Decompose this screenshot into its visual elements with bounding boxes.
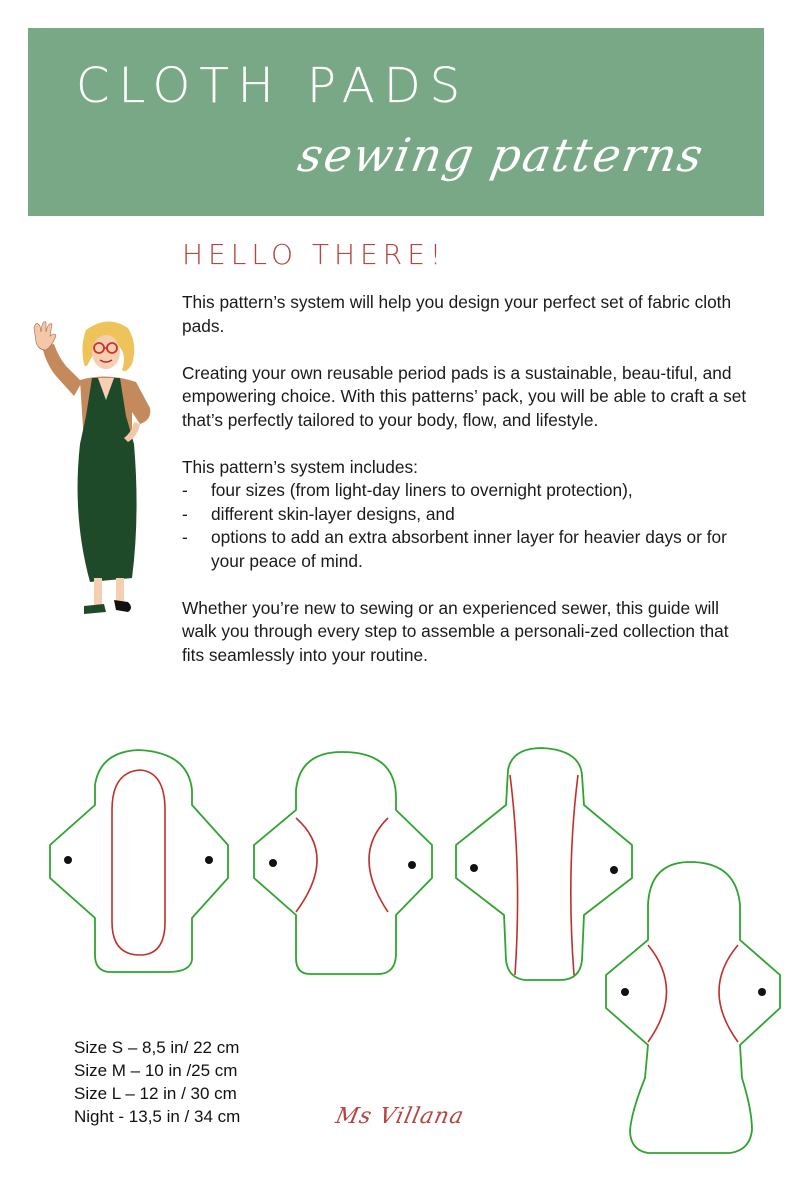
size-item: Size S – 8,5 in/ 22 cm	[74, 1038, 240, 1057]
intro-paragraph-1: This pattern’s system will help you design your perfect set of fabric cloth pads.	[182, 292, 732, 336]
pad-curved-sides-icon	[254, 752, 432, 974]
list-marker: -	[182, 480, 188, 500]
intro-paragraph-2: Creating your own reusable period pads is a sustainable, beau-tiful, and empowering choice. With this patterns’ pack, you will be able to craft a set that’s perfectly tailored to your body, flow, and lifestyle.	[182, 362, 747, 430]
size-item: Size M – 10 in /25 cm	[74, 1061, 238, 1080]
title-banner	[28, 28, 764, 216]
banner-title: CLOTH PADS	[76, 58, 470, 114]
size-item: Night - 13,5 in / 34 cm	[74, 1107, 241, 1126]
size-list	[74, 1036, 240, 1128]
includes-list	[182, 479, 747, 573]
greeting-heading: HELLO THERE!	[182, 238, 447, 271]
intro-paragraph-3: Whether you’re new to sewing or an experienced sewer, this guide will walk you through every step to assemble a personali-zed collection that fits seamlessly into your routine.	[182, 597, 729, 665]
list-marker: -	[182, 503, 188, 524]
signature-logo: Ms Villana	[333, 1104, 467, 1129]
list-item: - options to add an extra absorbent inner layer for heavier days or for your peace of mind.	[182, 527, 727, 571]
list-heading: This pattern’s system includes:	[182, 456, 418, 477]
banner-subtitle: sewing patterns	[294, 128, 709, 182]
waving-woman-illustration	[28, 316, 158, 626]
pad-night-icon	[606, 862, 780, 1153]
intro-text	[182, 291, 747, 691]
size-item: Size L – 12 in / 30 cm	[74, 1084, 237, 1103]
list-item: - different skin-layer designs, and	[182, 503, 747, 527]
pad-straight-sides-icon	[456, 748, 632, 980]
list-marker: -	[182, 527, 188, 547]
list-item: - four sizes (from light-day liners to overnight protection),	[182, 479, 747, 503]
pad-oval-inner-icon	[50, 750, 228, 972]
